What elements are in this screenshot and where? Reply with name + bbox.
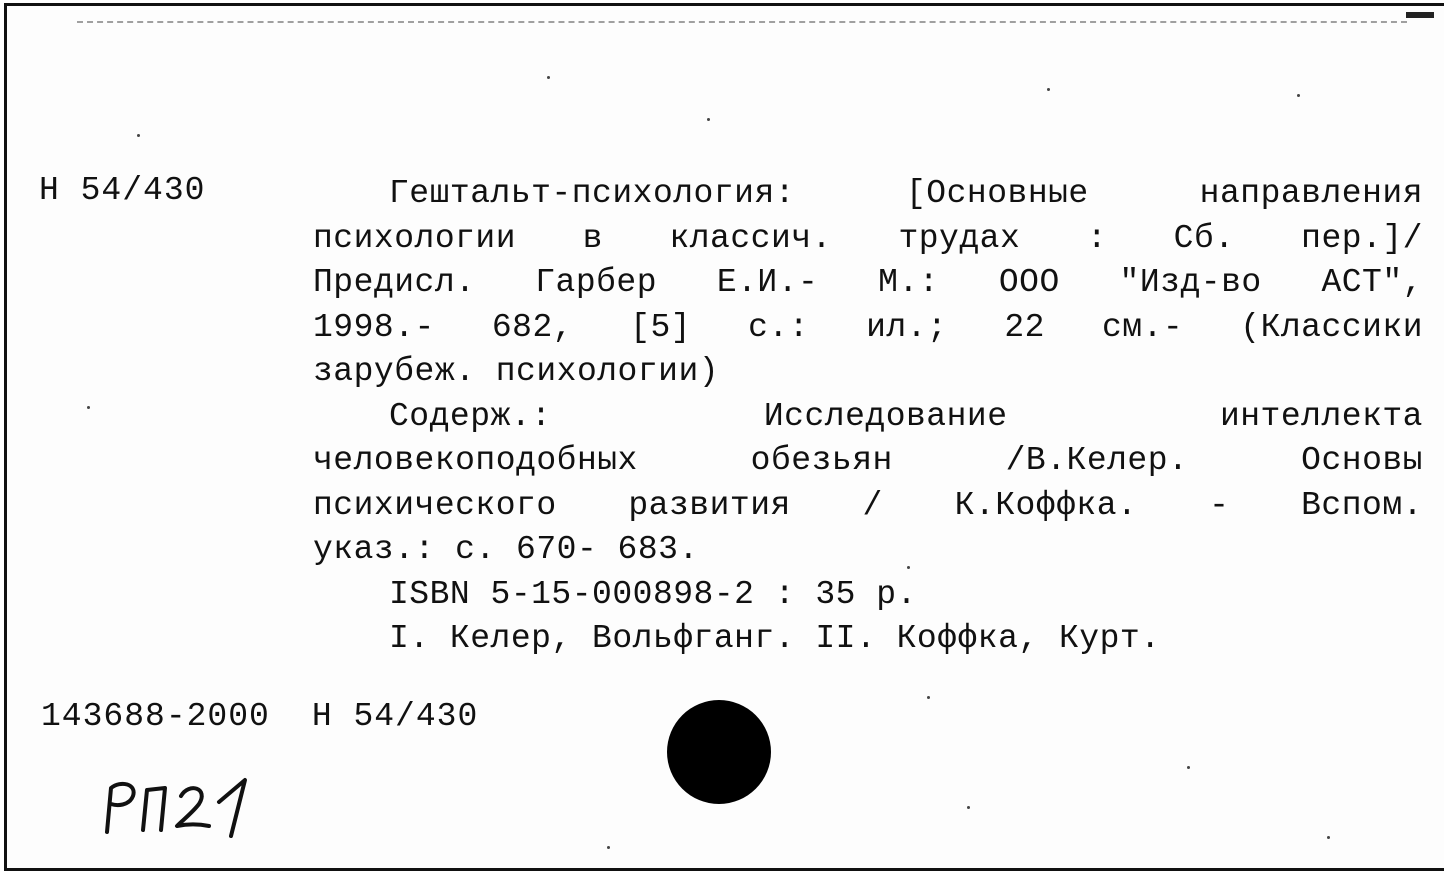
speck — [87, 406, 90, 409]
call-number-bottom: Н 54/430 — [311, 698, 479, 735]
title-line-3: Предисл. Гарбер Е.И.- М.: ООО "Изд-во АСТ", — [313, 264, 1423, 301]
speck — [907, 566, 910, 569]
title-line-5: зарубеж. психологии) — [313, 353, 720, 390]
accession-line — [41, 700, 478, 733]
punch-hole — [667, 700, 771, 804]
corner-mark — [1406, 12, 1434, 18]
speck — [967, 806, 970, 809]
speck — [607, 846, 610, 849]
contents-line-4: указ.: с. 670- 683. — [313, 531, 699, 568]
speck — [137, 134, 140, 137]
speck — [1187, 766, 1190, 769]
speck — [1297, 94, 1300, 97]
catalog-card — [4, 3, 1444, 871]
contents-line-1: Содерж.: Исследование интеллекта — [389, 397, 1423, 435]
handwritten-mark-glyphs — [97, 774, 267, 844]
call-number: Н 54/430 — [39, 172, 206, 209]
title-line-1: Гештальт-психология: [Основные направления — [389, 175, 1423, 212]
speck — [1047, 88, 1050, 91]
title-line-4: 1998.- 682, [5] с.: ил.; 22 см.- (Классики — [313, 308, 1423, 346]
bibliographic-description — [313, 172, 1423, 662]
speck — [547, 76, 550, 79]
top-dashed-rule — [77, 21, 1407, 23]
title-line-2: психологии в классич. трудах : Сб. пер.]/ — [313, 219, 1423, 257]
contents-line-2: человекоподобных обезьян /В.Келер. Основы — [313, 442, 1423, 479]
speck — [707, 118, 710, 121]
contents-line-3: психического развития / К.Коффка. - Вспом. — [313, 486, 1423, 524]
isbn-line: ISBN 5-15-000898-2 : 35 р. — [389, 575, 917, 613]
speck — [927, 696, 930, 699]
subject-headings: I. Келер, Вольфганг. II. Коффка, Курт. — [389, 620, 1161, 657]
accession-number: 143688-2000 — [41, 698, 270, 735]
speck — [1327, 836, 1330, 839]
handwritten-mark — [97, 774, 267, 849]
